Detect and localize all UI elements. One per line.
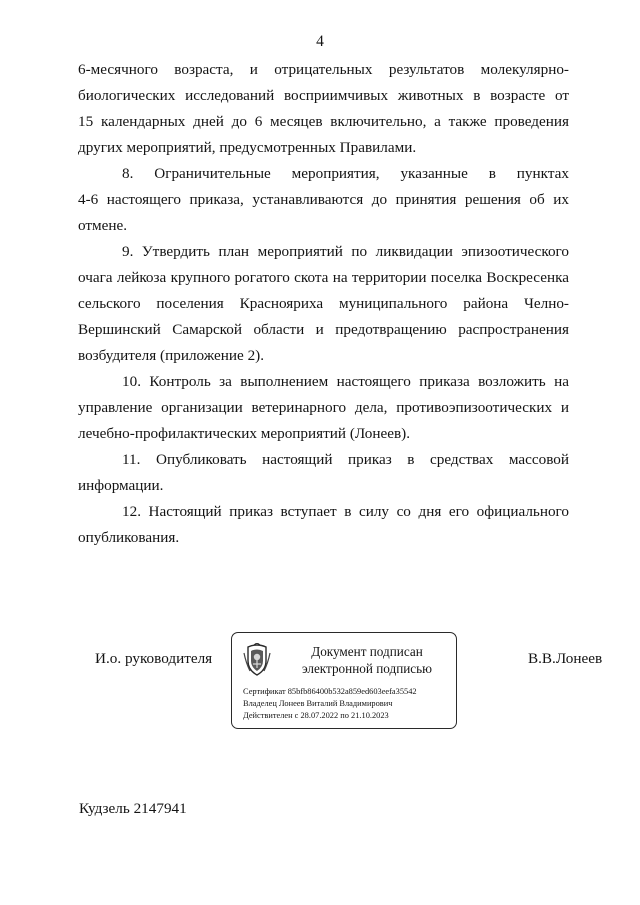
paragraph-line: информации. xyxy=(78,477,164,494)
paragraph xyxy=(78,161,569,239)
paragraph-line: очага лейкоза крупного рогатого скота на территории поселка Воскресенка xyxy=(78,269,569,286)
paragraph-line: сельского поселения Краснояриха муниципального района Челно- xyxy=(78,295,569,312)
page-number: 4 xyxy=(316,33,324,50)
paragraph-line: лечебно-профилактических мероприятий (Лонеев). xyxy=(78,425,411,442)
paragraph-line: опубликования. xyxy=(78,529,180,546)
stamp-details xyxy=(243,686,452,722)
paragraph-line: 15 календарных дней до 6 месяцев включительно, а также проведения xyxy=(78,113,569,130)
paragraph-line: 8. Ограничительные мероприятия, указанные в пунктах xyxy=(122,165,569,182)
stamp-title xyxy=(284,643,450,677)
paragraph-line: возбудителя (приложение 2). xyxy=(78,347,265,364)
paragraph xyxy=(78,369,569,447)
paragraph-line: 10. Контроль за выполнением настоящего приказа возложить на xyxy=(122,373,569,390)
order-body-text xyxy=(78,57,569,551)
electronic-signature-stamp xyxy=(231,632,457,729)
paragraph-line: биологических исследований восприимчивых животных в возрасте от xyxy=(78,87,569,104)
signatory-name: В.В.Лонеев xyxy=(528,650,603,667)
stamp-validity: Действителен с 28.07.2022 по 21.10.2023 xyxy=(243,711,389,720)
paragraph-line: 9. Утвердить план мероприятий по ликвидации эпизоотического xyxy=(122,243,569,260)
stamp-title-line-1: Документ подписан xyxy=(311,644,423,659)
paragraph xyxy=(78,239,569,369)
stamp-title-line-2: электронной подписью xyxy=(301,661,433,676)
paragraph-line: 6-месячного возраста, и отрицательных результатов молекулярно- xyxy=(78,61,569,78)
paragraph-line: 4-6 настоящего приказа, устанавливаются до принятия решения об их xyxy=(78,191,569,208)
stamp-owner: Владелец Лонеев Виталий Владимирович xyxy=(243,699,393,708)
paragraph-line: 11. Опубликовать настоящий приказ в средствах массовой xyxy=(122,451,569,468)
paragraph-line: управление организации ветеринарного дела, противоэпизоотических и xyxy=(78,399,569,416)
paragraph xyxy=(78,447,569,499)
paragraph-line: отмене. xyxy=(78,217,128,234)
stamp-certificate: Сертификат 85bfb86400b532a859ed603eefa35542 xyxy=(243,687,417,696)
paragraph xyxy=(78,57,569,161)
signatory-position: И.о. руководителя xyxy=(95,650,213,667)
paragraph-line: Вершинский Самарской области и предотвращению распространения xyxy=(78,321,569,338)
paragraph xyxy=(78,499,569,551)
executor-contact: Кудзель 2147941 xyxy=(79,800,187,817)
paragraph-line: других мероприятий, предусмотренных Правилами. xyxy=(78,139,417,156)
paragraph-line: 12. Настоящий приказ вступает в силу со дня его официального xyxy=(122,503,569,520)
coat-of-arms-emblem-icon xyxy=(242,643,272,677)
